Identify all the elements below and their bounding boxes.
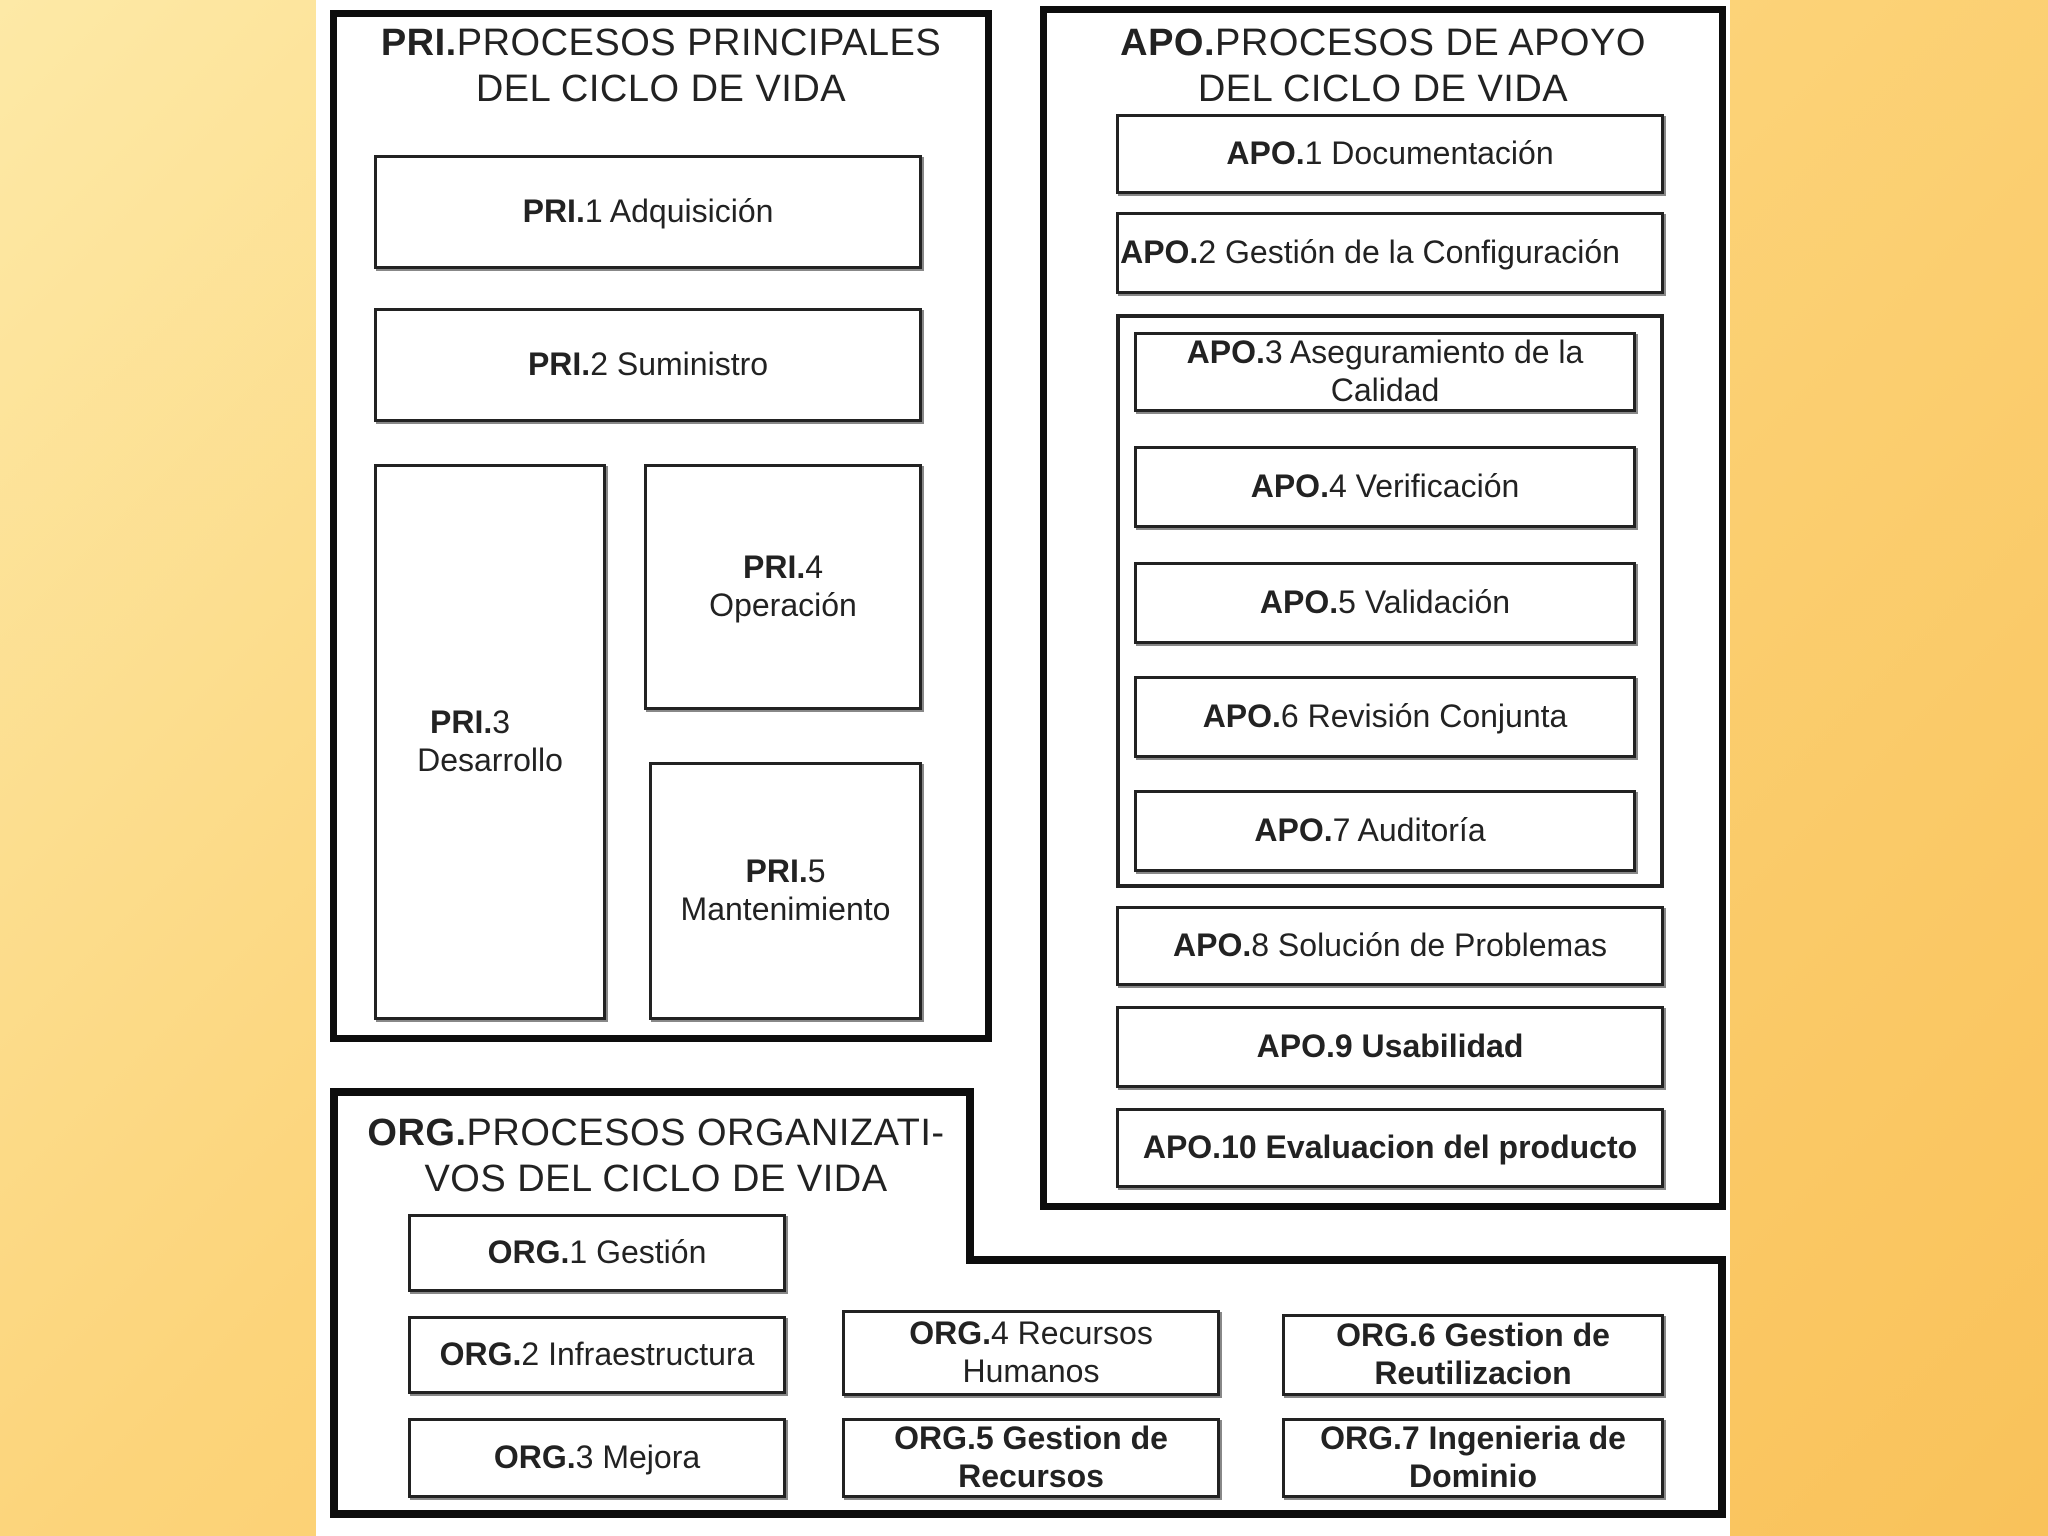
org-6-box: ORG.6 Gestion de Reutilizacion <box>1282 1314 1664 1396</box>
apo-group-title: APO.PROCESOS DE APOYO DEL CICLO DE VIDA <box>1120 22 1646 111</box>
org-4-box: ORG.4 Recursos Humanos <box>842 1310 1220 1396</box>
pri-group-title: PRI.PROCESOS PRINCIPALES DEL CICLO DE VIDA <box>380 22 942 111</box>
apo-9-box: APO.9 Usabilidad <box>1116 1006 1664 1088</box>
org-2-box: ORG.2 Infraestructura <box>408 1316 786 1394</box>
apo-6-box: APO.6 Revisión Conjunta <box>1134 676 1636 758</box>
org-group-outline <box>316 0 1730 1536</box>
pri-2-box: PRI.2 Suministro <box>374 308 922 422</box>
apo-5-box: APO.5 Validación <box>1134 562 1636 644</box>
pri-5-box: PRI.5 Mantenimiento <box>649 762 922 1020</box>
pri-3-box: PRI.3 Desarrollo <box>374 464 606 1020</box>
apo-4-box: APO.4 Verificación <box>1134 446 1636 528</box>
pri-4-box: PRI.4 Operación <box>644 464 922 710</box>
apo-7-box: APO.7 Auditoría <box>1134 790 1636 872</box>
org-1-box: ORG.1 Gestión <box>408 1214 786 1292</box>
apo-3-box: APO.3 Aseguramiento de la Calidad <box>1134 332 1636 412</box>
pri-1-box: PRI.1 Adquisición <box>374 155 922 269</box>
apo-1-box: APO.1 Documentación <box>1116 114 1664 194</box>
org-5-box: ORG.5 Gestion de Recursos <box>842 1418 1220 1498</box>
apo-2-box: APO.2 Gestión de la Configuración <box>1116 212 1664 294</box>
org-group-title: ORG.PROCESOS ORGANIZATI- VOS DEL CICLO DE VIDA <box>367 1112 945 1201</box>
org-7-box: ORG.7 Ingenieria de Dominio <box>1282 1418 1664 1498</box>
org-3-box: ORG.3 Mejora <box>408 1418 786 1498</box>
diagram-sheet <box>316 0 1730 1536</box>
apo-10-box: APO.10 Evaluacion del producto <box>1116 1108 1664 1188</box>
apo-8-box: APO.8 Solución de Problemas <box>1116 906 1664 986</box>
